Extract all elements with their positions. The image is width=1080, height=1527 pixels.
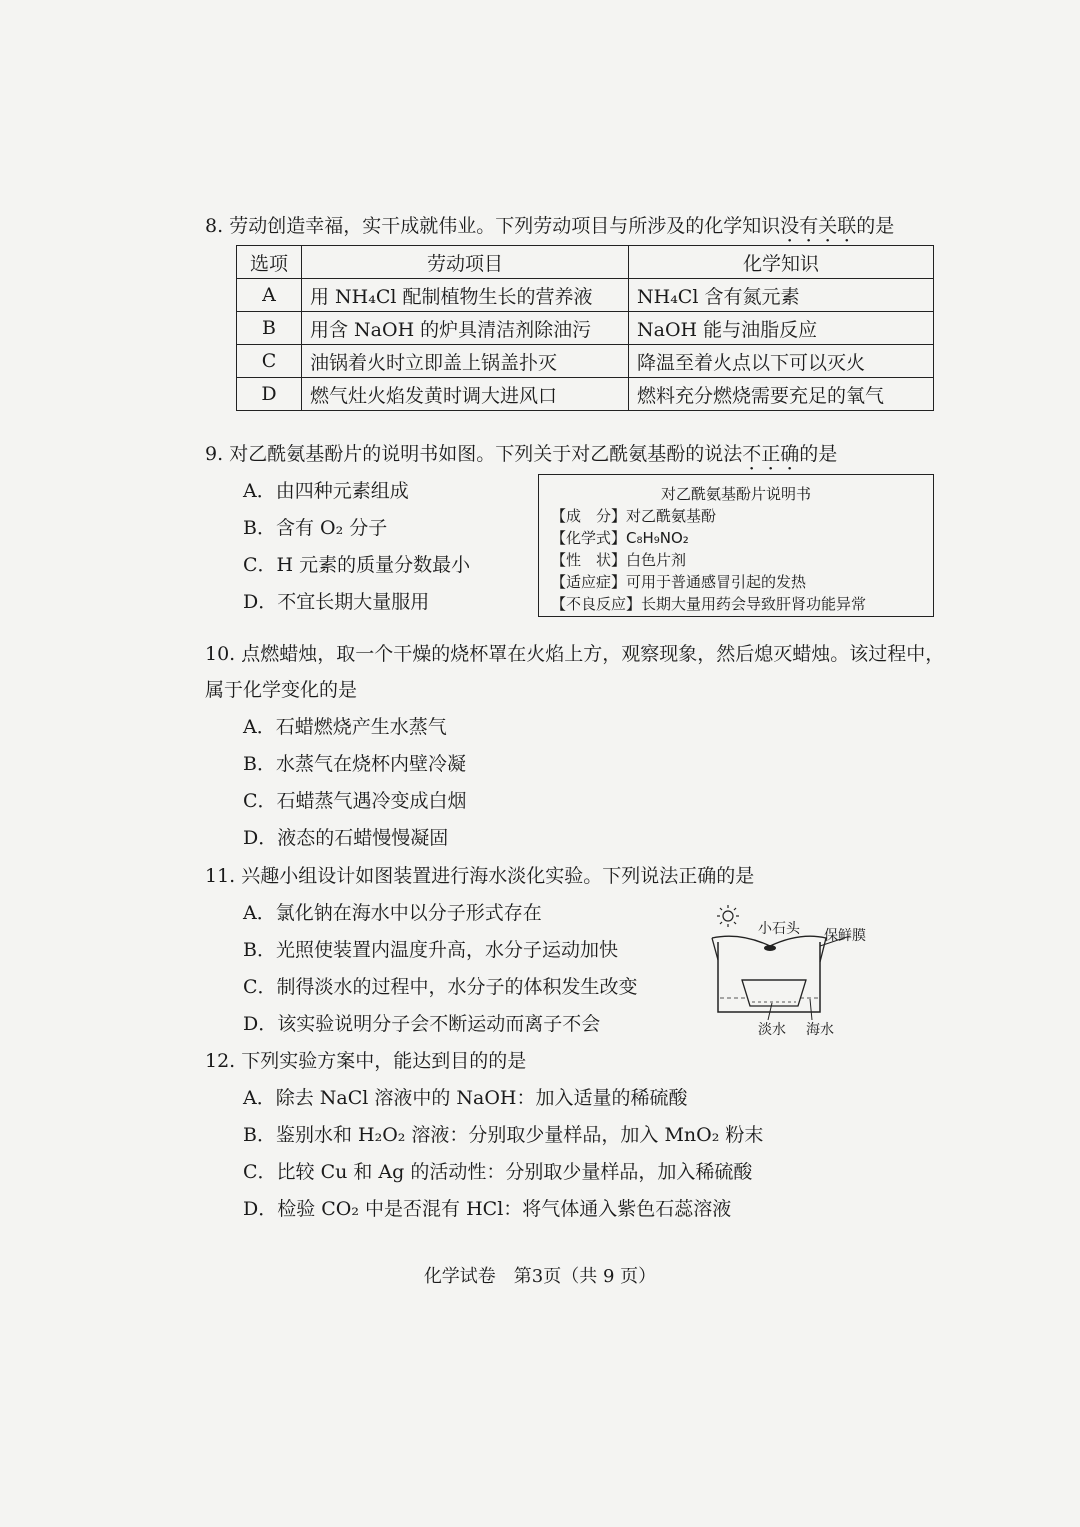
option-c: C．石蜡蒸气遇冷变成白烟 (243, 790, 467, 812)
option-a: A．除去 NaCl 溶液中的 NaOH：加入适量的稀硫酸 (243, 1087, 688, 1109)
label-row: 【性 状】白色片剂 (551, 551, 687, 569)
question-12-stem: 12. 下列实验方案中，能达到目的的是 (205, 1050, 527, 1072)
row-option: D (237, 378, 302, 411)
label-seawater: 海水 (806, 1022, 834, 1038)
question-8-stem (205, 213, 894, 239)
emphasized-text (742, 443, 799, 465)
emphasis-char: 没 (780, 215, 800, 237)
label-fresh-water: 淡水 (758, 1022, 786, 1038)
emphasis-char: 关 (818, 215, 838, 237)
label-stone: 小石头 (758, 921, 800, 937)
option-b: B．光照使装置内温度升高，水分子运动加快 (243, 939, 618, 961)
question-number: 8. (205, 215, 224, 237)
option-c: C．比较 Cu 和 Ag 的活动性：分别取少量样品，加入稀硫酸 (243, 1161, 753, 1183)
stone (764, 945, 776, 951)
option-a: A．石蜡燃烧产生水蒸气 (243, 716, 447, 738)
row-task: 用 NH₄Cl 配制植物生长的营养液 (302, 279, 629, 312)
option-d: D．液态的石蜡慢慢凝固 (243, 827, 449, 849)
option-a: A．由四种元素组成 (243, 480, 409, 502)
emphasis-char: 不 (742, 443, 762, 465)
drug-label-box (538, 474, 934, 617)
option-a: A．氯化钠在海水中以分子形式存在 (243, 902, 542, 924)
row-option: C (237, 345, 302, 378)
question-text-tail: 的是 (799, 443, 838, 465)
question-8-table (236, 245, 934, 411)
table-header-row (237, 246, 934, 279)
page-footer: 化学试卷 第3页（共 9 页） (423, 1266, 657, 1287)
option-b: B．水蒸气在烧杯内壁冷凝 (243, 753, 466, 775)
inner-bowl (742, 980, 806, 1006)
option-d: D．不宜长期大量服用 (243, 591, 430, 613)
label-film: 保鲜膜 (824, 928, 866, 944)
emphasized-text (780, 215, 856, 237)
table-row (237, 345, 934, 378)
option-c: C．H 元素的质量分数最小 (243, 554, 471, 576)
question-text: 对乙酰氨基酚片的说明书如图。下列关于对乙酰氨基酚的说法 (229, 443, 743, 465)
emphasis-char: 联 (837, 215, 857, 237)
table-row (237, 312, 934, 345)
row-task: 油锅着火时立即盖上锅盖扑灭 (302, 345, 629, 378)
question-text: 劳动创造幸福，实干成就伟业。下列劳动项目与所涉及的化学知识 (229, 215, 781, 237)
question-9-stem (205, 441, 837, 467)
header-task: 劳动项目 (302, 246, 629, 279)
header-knowledge: 化学知识 (629, 246, 934, 279)
option-d: D．该实验说明分子会不断运动而离子不会 (243, 1013, 601, 1035)
option-d: D．检验 CO₂ 中是否混有 HCl：将气体通入紫色石蕊溶液 (243, 1198, 732, 1220)
row-knowledge: 降温至着火点以下可以灭火 (629, 345, 934, 378)
label-row: 【成 分】对乙酰氨基酚 (551, 507, 717, 525)
container (718, 942, 820, 1012)
row-task: 燃气灶火焰发黄时调大进风口 (302, 378, 629, 411)
table-row (237, 378, 934, 411)
row-option: B (237, 312, 302, 345)
sun-icon (717, 905, 739, 927)
label-row: 【适应症】可用于普通感冒引起的发热 (551, 573, 807, 591)
row-knowledge: NH₄Cl 含有氮元素 (629, 279, 934, 312)
emphasis-char: 确 (780, 443, 800, 465)
header-option: 选项 (237, 246, 302, 279)
question-10-line-1: 10. 点燃蜡烛，取一个干燥的烧杯罩在火焰上方，观察现象，然后熄灭蜡烛。该过程中， (205, 643, 945, 665)
question-10-line-2: 属于化学变化的是 (205, 679, 358, 701)
emphasis-char: 正 (761, 443, 781, 465)
row-knowledge: 燃料充分燃烧需要充足的氧气 (629, 378, 934, 411)
desalination-apparatus-figure (700, 902, 880, 1042)
option-b: B．含有 O₂ 分子 (243, 517, 388, 539)
label-row: 【化学式】C₈H₉NO₂ (551, 529, 689, 547)
question-11-stem: 11. 兴趣小组设计如图装置进行海水淡化实验。下列说法正确的是 (205, 865, 755, 887)
row-option: A (237, 279, 302, 312)
option-c: C．制得淡水的过程中，水分子的体积发生改变 (243, 976, 638, 998)
question-text-tail: 的是 (856, 215, 895, 237)
row-task: 用含 NaOH 的炉具清洁剂除油污 (302, 312, 629, 345)
row-knowledge: NaOH 能与油脂反应 (629, 312, 934, 345)
emphasis-char: 有 (799, 215, 819, 237)
table-row (237, 279, 934, 312)
question-number: 9. (205, 443, 224, 465)
option-b: B．鉴别水和 H₂O₂ 溶液：分别取少量样品，加入 MnO₂ 粉末 (243, 1124, 764, 1146)
label-row: 【不良反应】长期大量用药会导致肝肾功能异常 (551, 595, 867, 613)
label-title: 对乙酰氨基酚片说明书 (660, 485, 811, 503)
